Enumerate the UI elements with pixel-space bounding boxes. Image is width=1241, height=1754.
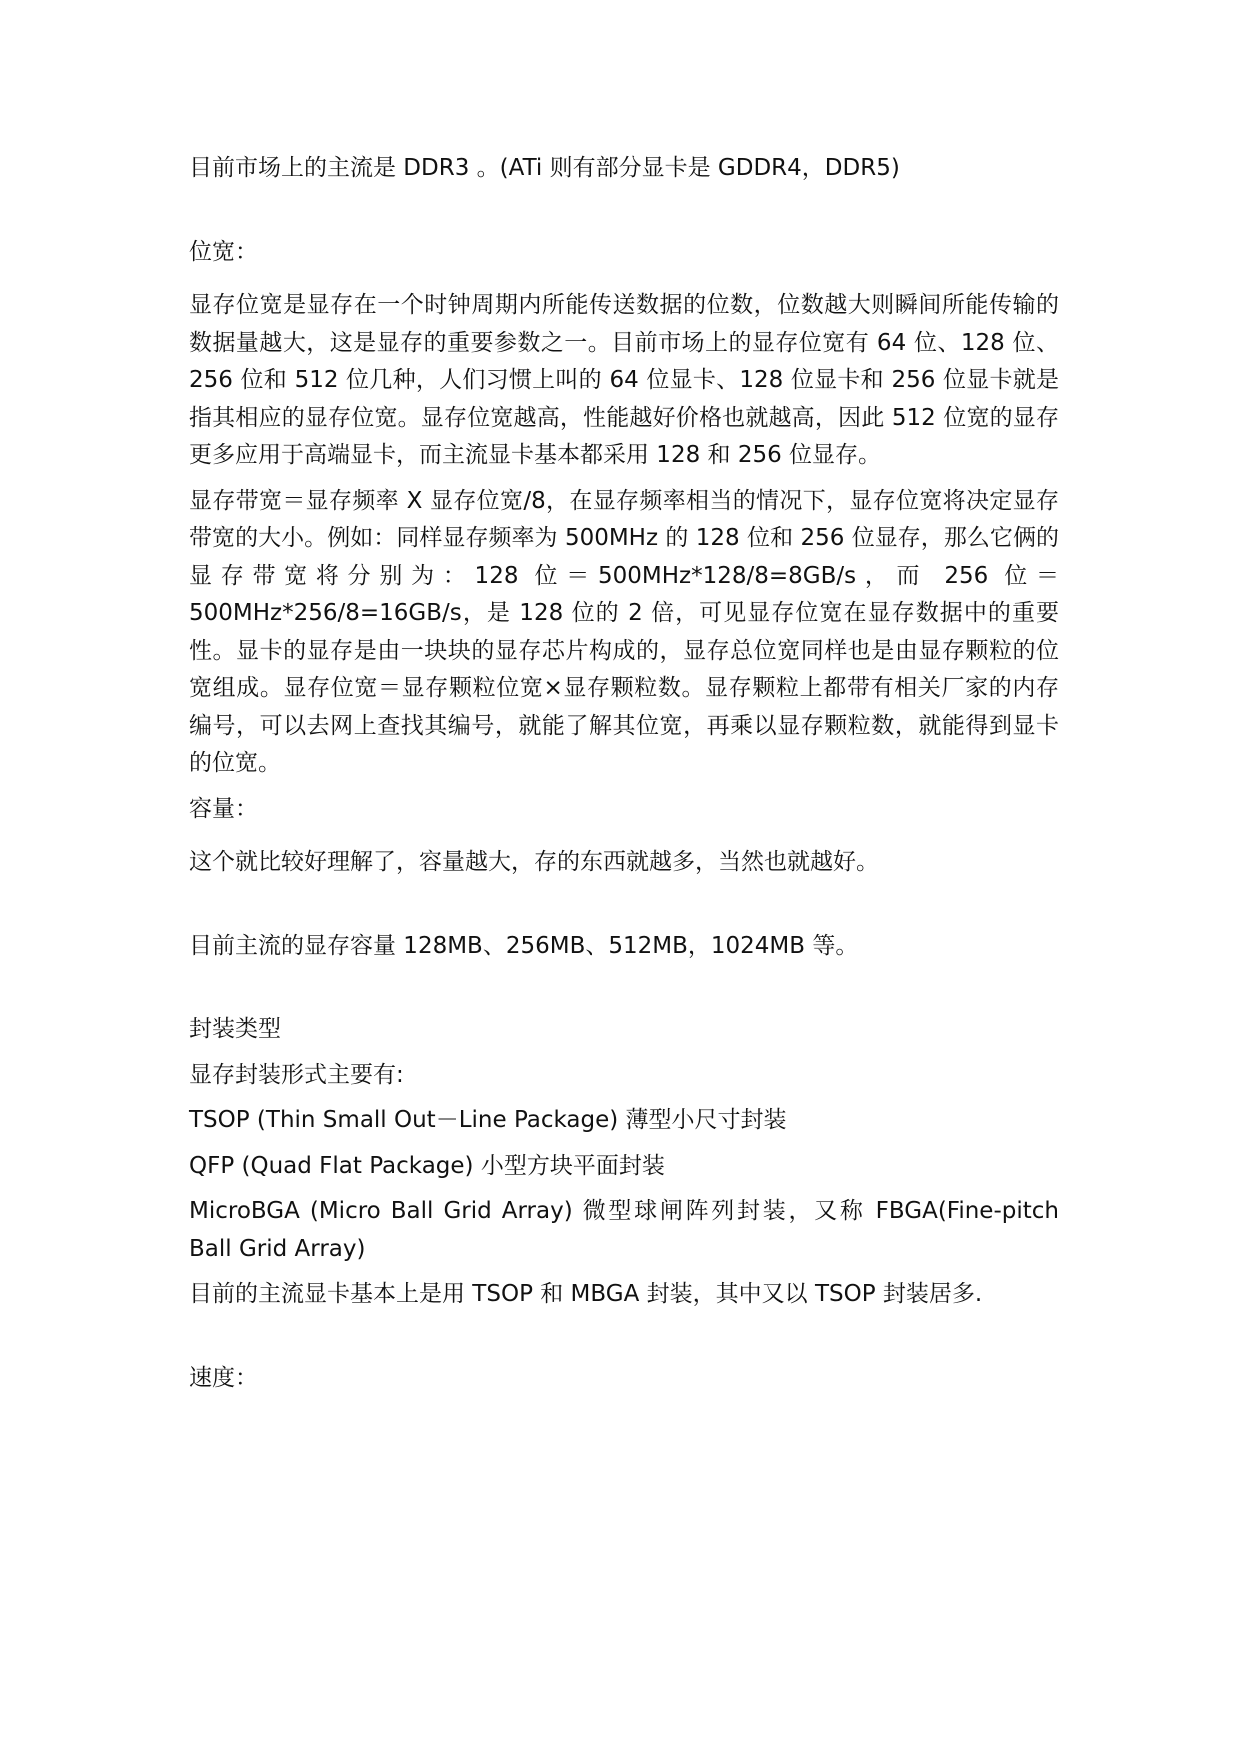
paragraph-capacity-explanation: 这个就比较好理解了，容量越大，存的东西就越多，当然也就越好。 (189, 849, 879, 875)
paragraph-bit-width-definition: 显存位宽是显存在一个时钟周期内所能传送数据的位数，位数越大则瞬间所能传输的数据量越大，这是显存的重要参数之一。目前市场上的显存位宽有 64 位、128 位、256 位和 512 位几种，人们习惯上叫的 64 位显卡、128 位显卡和 256 位显卡就是指其相应的显存位宽。显存位宽越高，性能越好价格也就越高，因此 512 位宽的显存更多应用于高端显卡，而主流显卡基本都采用 128 和 256 位显存。 (189, 292, 1059, 468)
paragraph-bandwidth-formula: 显存带宽＝显存频率 X 显存位宽/8，在显存频率相当的情况下，显存位宽将决定显存带宽的大小。例如：同样显存频率为 500MHz 的 128 位和 256 位显存，那么它俩的显存带宽将分别为：128 位＝500MHz*128/8=8GB/s，而 256 位＝500MHz*256/8=16GB/s，是 128 位的 2 倍，可见显存位宽在显存数据中的重要性。显卡的显存是由一块块的显存芯片构成的，显存总位宽同样也是由显存颗粒的位宽组成。显存位宽＝显存颗粒位宽×显存颗粒数。显存颗粒上都带有相关厂家的内存编号，可以去网上查找其编号，就能了解其位宽，再乘以显存颗粒数，就能得到显卡的位宽。 (189, 487, 1059, 776)
heading-capacity: 容量： (189, 795, 258, 822)
paragraph-ddr3-mainstream: 目前市场上的主流是 DDR3 。(ATi 则有部分显卡是 GDDR4，DDR5) (189, 155, 900, 181)
heading-bit-width: 位宽： (189, 238, 258, 265)
paragraph-package-mainstream: 目前的主流显卡基本上是用 TSOP 和 MBGA 封装，其中又以 TSOP 封装居多. (189, 1281, 983, 1307)
heading-package-type: 封装类型 (189, 1016, 281, 1042)
paragraph-capacity-mainstream: 目前主流的显存容量 128MB、256MB、512MB，1024MB 等。 (189, 932, 859, 959)
document-body (189, 150, 1059, 1397)
list-item-tsop: TSOP (Thin Small Out－Line Package) 薄型小尺寸封装 (189, 1107, 787, 1133)
list-item-qfp: QFP (Quad Flat Package) 小型方块平面封装 (189, 1152, 665, 1179)
heading-speed: 速度： (189, 1364, 258, 1391)
paragraph-package-forms: 显存封装形式主要有: (189, 1061, 404, 1088)
list-item-microbga: MicroBGA (Micro Ball Grid Array) 微型球闸阵列封装，又称 FBGA(Fine-pitch Ball Grid Array) (189, 1198, 1059, 1262)
